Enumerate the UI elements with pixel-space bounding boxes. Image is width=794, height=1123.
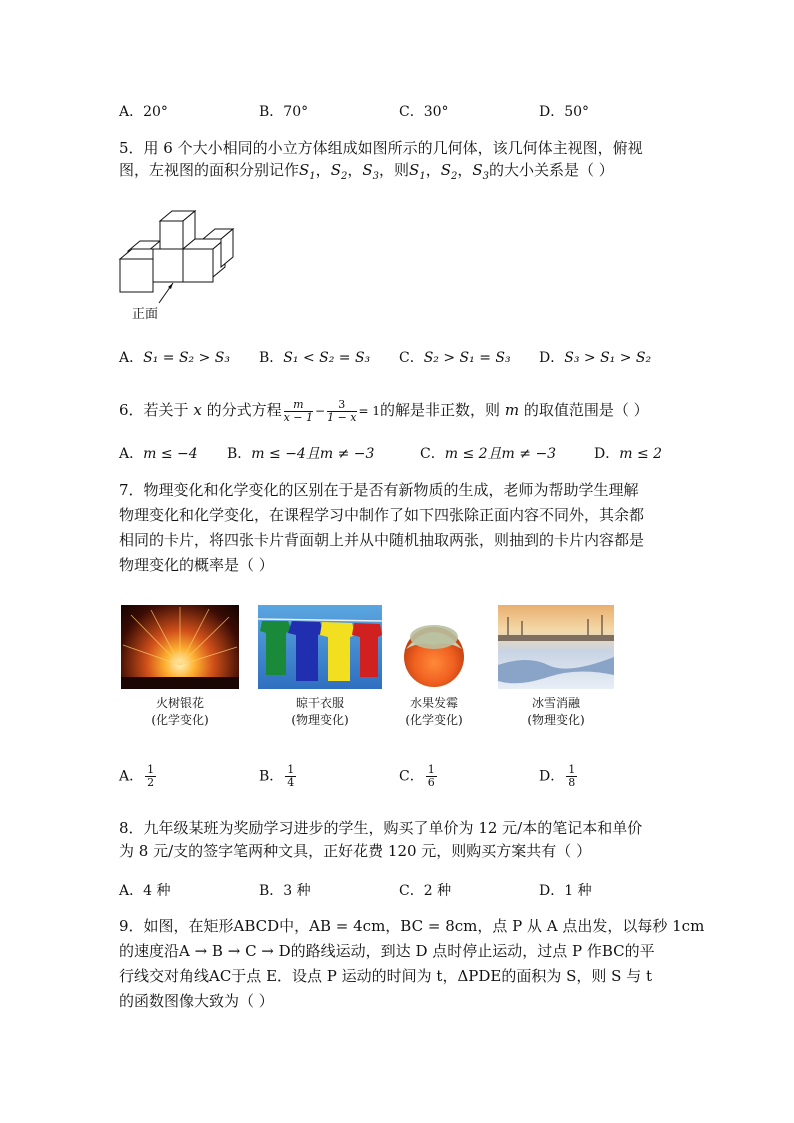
- q7-line-4: 物理变化的概率是（ ）: [119, 556, 274, 574]
- q8-option-c: C．2 种: [399, 883, 452, 899]
- q8-option-a: A．4 种: [119, 883, 171, 899]
- s1-symbol: $S_1$: [299, 161, 316, 182]
- q7-option-a: A． $\frac{1}{2}$: [119, 763, 155, 789]
- q9-line-1: 9．如图，在矩形ABCD中，AB = 4cm，BC = 8cm，点 P 从 A 点出发，以每秒 1cm: [119, 917, 705, 935]
- q8-line-1: 8．九年级某班为奖励学习进步的学生，购买了单价为 12 元/本的笔记本和单价: [119, 819, 643, 837]
- q6-stem: 6．若关于 x 的分式方程 $\frac{m}{x - 1}$ − $\frac{3}{1 - x}$ = 1的解是非正数，则 m 的取值范围是（ ）: [119, 397, 649, 424]
- q8-line-2: 为 8 元/支的签字笔两种文具，正好花费 120 元，则购买方案共有（ ）: [119, 842, 592, 860]
- q7-line-2: 物理变化和化学变化，在课程学习中制作了如下四张除正面内容不同外，其余都: [119, 506, 645, 524]
- card-caption-3: 水果发霉 (化学变化): [405, 696, 463, 727]
- q5-text-end: 的大小关系是（ ）: [489, 161, 614, 179]
- q5-option-b: B．S₁ < S₂ = S₃: [259, 350, 371, 366]
- q5-line-1: 5．用 6 个大小相同的小立方体组成如图所示的几何体，该几何体主视图，俯视: [119, 139, 643, 157]
- q5-option-d: D．S₃ > S₁ > S₂: [539, 350, 652, 366]
- clothes-image: [258, 605, 382, 689]
- q5-text: 图，左视图的面积分别记作: [119, 161, 300, 179]
- card-caption-1: 火树银花 (化学变化): [151, 696, 209, 727]
- card-caption-4: 冰雪消融 (物理变化): [527, 696, 585, 727]
- q6-fraction-2: $\frac{3}{1 - x}$: [327, 397, 357, 424]
- q7-line-3: 相同的卡片，将四张卡片背面朝上并从中随机抽取两张，则抽到的卡片内容都是: [119, 531, 645, 549]
- q7-line-1: 7．物理变化和化学变化的区别在于是否有新物质的生成，老师为帮助学生理解: [119, 481, 639, 499]
- q6-option-b: B．m ≤ −4且m ≠ −3: [227, 446, 375, 462]
- front-label: 正面: [132, 307, 159, 322]
- q9-line-3: 行线交对角线AC于点 E．设点 P 运动的时间为 t，ΔPDE的面积为 S，则 S 与 t: [119, 967, 653, 985]
- q4-option-d: D．50°: [539, 104, 590, 120]
- q7-option-b: B． $\frac{1}{4}$: [259, 763, 295, 789]
- q6-option-c: C．m ≤ 2且m ≠ −3: [420, 446, 557, 462]
- q7-option-d: D． $\frac{1}{8}$: [539, 763, 576, 789]
- q9-line-2: 的速度沿A → B → C → D的路线运动，到达 D 点时停止运动，过点 P 作BC的平: [119, 942, 655, 960]
- q4-option-b: B．70°: [259, 104, 309, 120]
- q6-option-d: D．m ≤ 2: [594, 446, 663, 462]
- fireworks-image: [121, 605, 239, 689]
- s3-symbol: $S_3$: [362, 161, 380, 182]
- q5-line-2: 图，左视图的面积分别记作$S_1$，$S_2$，$S_3$，则$S_1$，$S_2$，$S_3$的大小关系是（ ）: [119, 161, 614, 182]
- card-caption-2: 晾干衣服 (物理变化): [291, 696, 349, 727]
- q5-option-a: A．S₁ = S₂ > S₃: [119, 350, 230, 366]
- q7-option-c: C． $\frac{1}{6}$: [399, 763, 435, 789]
- q8-option-d: D．1 种: [539, 883, 592, 899]
- q6-fraction-1: $\frac{m}{x - 1}$: [283, 397, 314, 424]
- q6-option-a: A．m ≤ −4: [119, 446, 198, 462]
- q4-option-c: C．30°: [399, 104, 449, 120]
- moldy-fruit-image: [398, 605, 470, 689]
- q4-option-a: A．20°: [119, 104, 168, 120]
- s2-symbol: $S_2$: [330, 161, 348, 182]
- q5-option-c: C．S₂ > S₁ = S₃: [399, 350, 511, 366]
- q5-text-then: ，则: [379, 161, 410, 179]
- q9-line-4: 的函数图像大致为（ ）: [119, 992, 274, 1010]
- snow-melting-image: [498, 605, 614, 689]
- q8-option-b: B．3 种: [259, 883, 311, 899]
